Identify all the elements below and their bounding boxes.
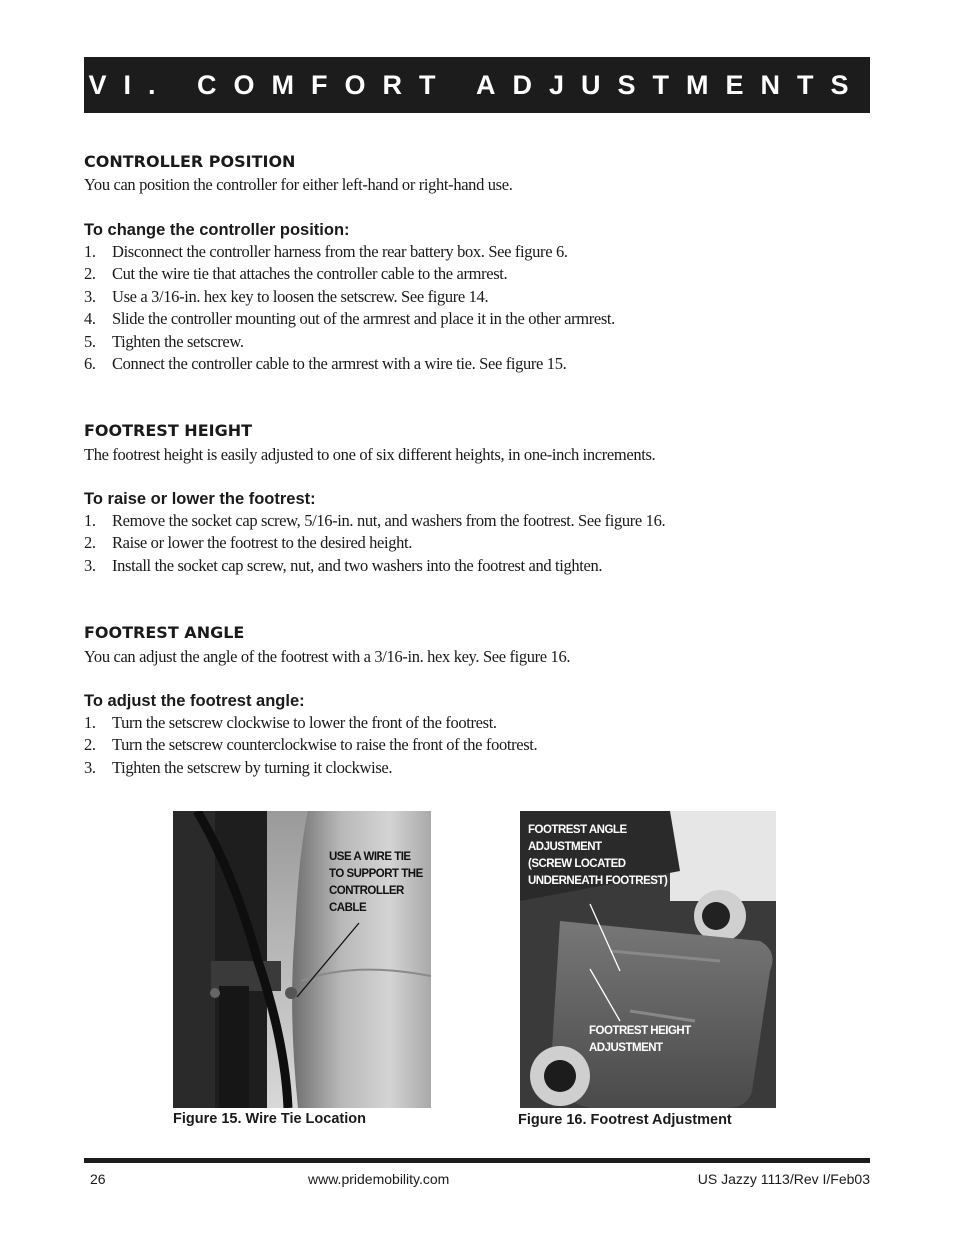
change-controller-subheading: To change the controller position: [84, 221, 350, 239]
controller-steps-list [84, 241, 615, 375]
step-text: Raise or lower the footrest to the desired height. [112, 533, 413, 553]
step-number: 6. [84, 353, 96, 373]
footrest-angle-intro: You can adjust the angle of the footrest with a 3/16-in. hex key. See figure 16. [84, 647, 571, 666]
step-text: Disconnect the controller harness from the rear battery box. See figure 6. [112, 242, 568, 261]
list-item [84, 241, 615, 263]
step-text: Tighten the setscrew by turning it clockwise. [112, 757, 393, 777]
footer-website: www.pridemobility.com [308, 1171, 450, 1187]
list-item [84, 353, 615, 375]
footrest-height-heading: FOOTREST HEIGHT [84, 421, 253, 440]
step-number: 3. [84, 555, 96, 575]
list-item [84, 510, 665, 532]
step-number: 1. [84, 511, 96, 530]
step-text: Slide the controller mounting out of the armrest and place it in the other armrest. [112, 309, 615, 329]
step-number: 1. [84, 713, 96, 732]
step-text: Tighten the setscrew. [112, 331, 244, 351]
footrest-angle-heading: FOOTREST ANGLE [84, 623, 245, 642]
step-number: 2. [84, 264, 96, 284]
step-text: Cut the wire tie that attaches the controller cable to the armrest. [112, 264, 508, 284]
figure-16-footrest-photo [520, 811, 776, 1108]
step-number: 2. [84, 533, 96, 553]
list-item [84, 555, 665, 577]
footrest-height-callout: FOOTREST HEIGHT ADJUSTMENT [589, 1025, 691, 1054]
step-number: 5. [84, 331, 96, 351]
chapter-title-banner: VI. COMFORT ADJUSTMENTS [84, 57, 870, 113]
list-item [84, 757, 537, 779]
wire-tie-callout: USE A WIRE TIE TO SUPPORT THE CONTROLLER CABLE [329, 851, 423, 914]
list-item [84, 331, 615, 353]
step-text: Turn the setscrew counterclockwise to raise the front of the footrest. [112, 735, 538, 755]
step-text: Install the socket cap screw, nut, and two washers into the footrest and tighten. [112, 555, 603, 575]
figure-16-caption: Figure 16. Footrest Adjustment [518, 1112, 732, 1128]
footer-rule [84, 1158, 870, 1163]
step-number: 4. [84, 309, 96, 329]
step-text: Connect the controller cable to the armrest with a wire tie. See figure 15. [112, 353, 567, 373]
list-item [84, 532, 665, 554]
footer-doc-id: US Jazzy 1113/Rev I/Feb03 [697, 1171, 870, 1187]
step-number: 2. [84, 735, 96, 755]
list-item [84, 734, 537, 756]
controller-position-heading: CONTROLLER POSITION [84, 152, 296, 171]
list-item [84, 286, 615, 308]
step-number: 1. [84, 242, 96, 261]
raise-lower-subheading: To raise or lower the footrest: [84, 490, 316, 508]
page-number: 26 [90, 1171, 106, 1187]
figure-15-caption: Figure 15. Wire Tie Location [173, 1111, 366, 1127]
list-item [84, 308, 615, 330]
adjust-angle-subheading: To adjust the footrest angle: [84, 692, 305, 710]
step-text: Turn the setscrew clockwise to lower the front of the footrest. [112, 713, 497, 732]
list-item [84, 263, 615, 285]
list-item [84, 712, 537, 734]
step-number: 3. [84, 286, 96, 306]
footrest-height-steps-list [84, 510, 665, 577]
controller-position-intro: You can position the controller for either left-hand or right-hand use. [84, 175, 513, 194]
footrest-angle-steps-list [84, 712, 537, 779]
step-text: Remove the socket cap screw, 5/16-in. nut, and washers from the footrest. See figure 16. [112, 511, 666, 530]
footrest-height-intro: The footrest height is easily adjusted to one of six different heights, in one-inch increments. [84, 445, 656, 464]
step-text: Use a 3/16-in. hex key to loosen the setscrew. See figure 14. [112, 286, 489, 306]
footrest-angle-callout: FOOTREST ANGLE ADJUSTMENT (SCREW LOCATED UNDERNEATH FOOTREST) [528, 824, 668, 887]
step-number: 3. [84, 757, 96, 777]
figure-15-wire-tie-photo [173, 811, 431, 1108]
